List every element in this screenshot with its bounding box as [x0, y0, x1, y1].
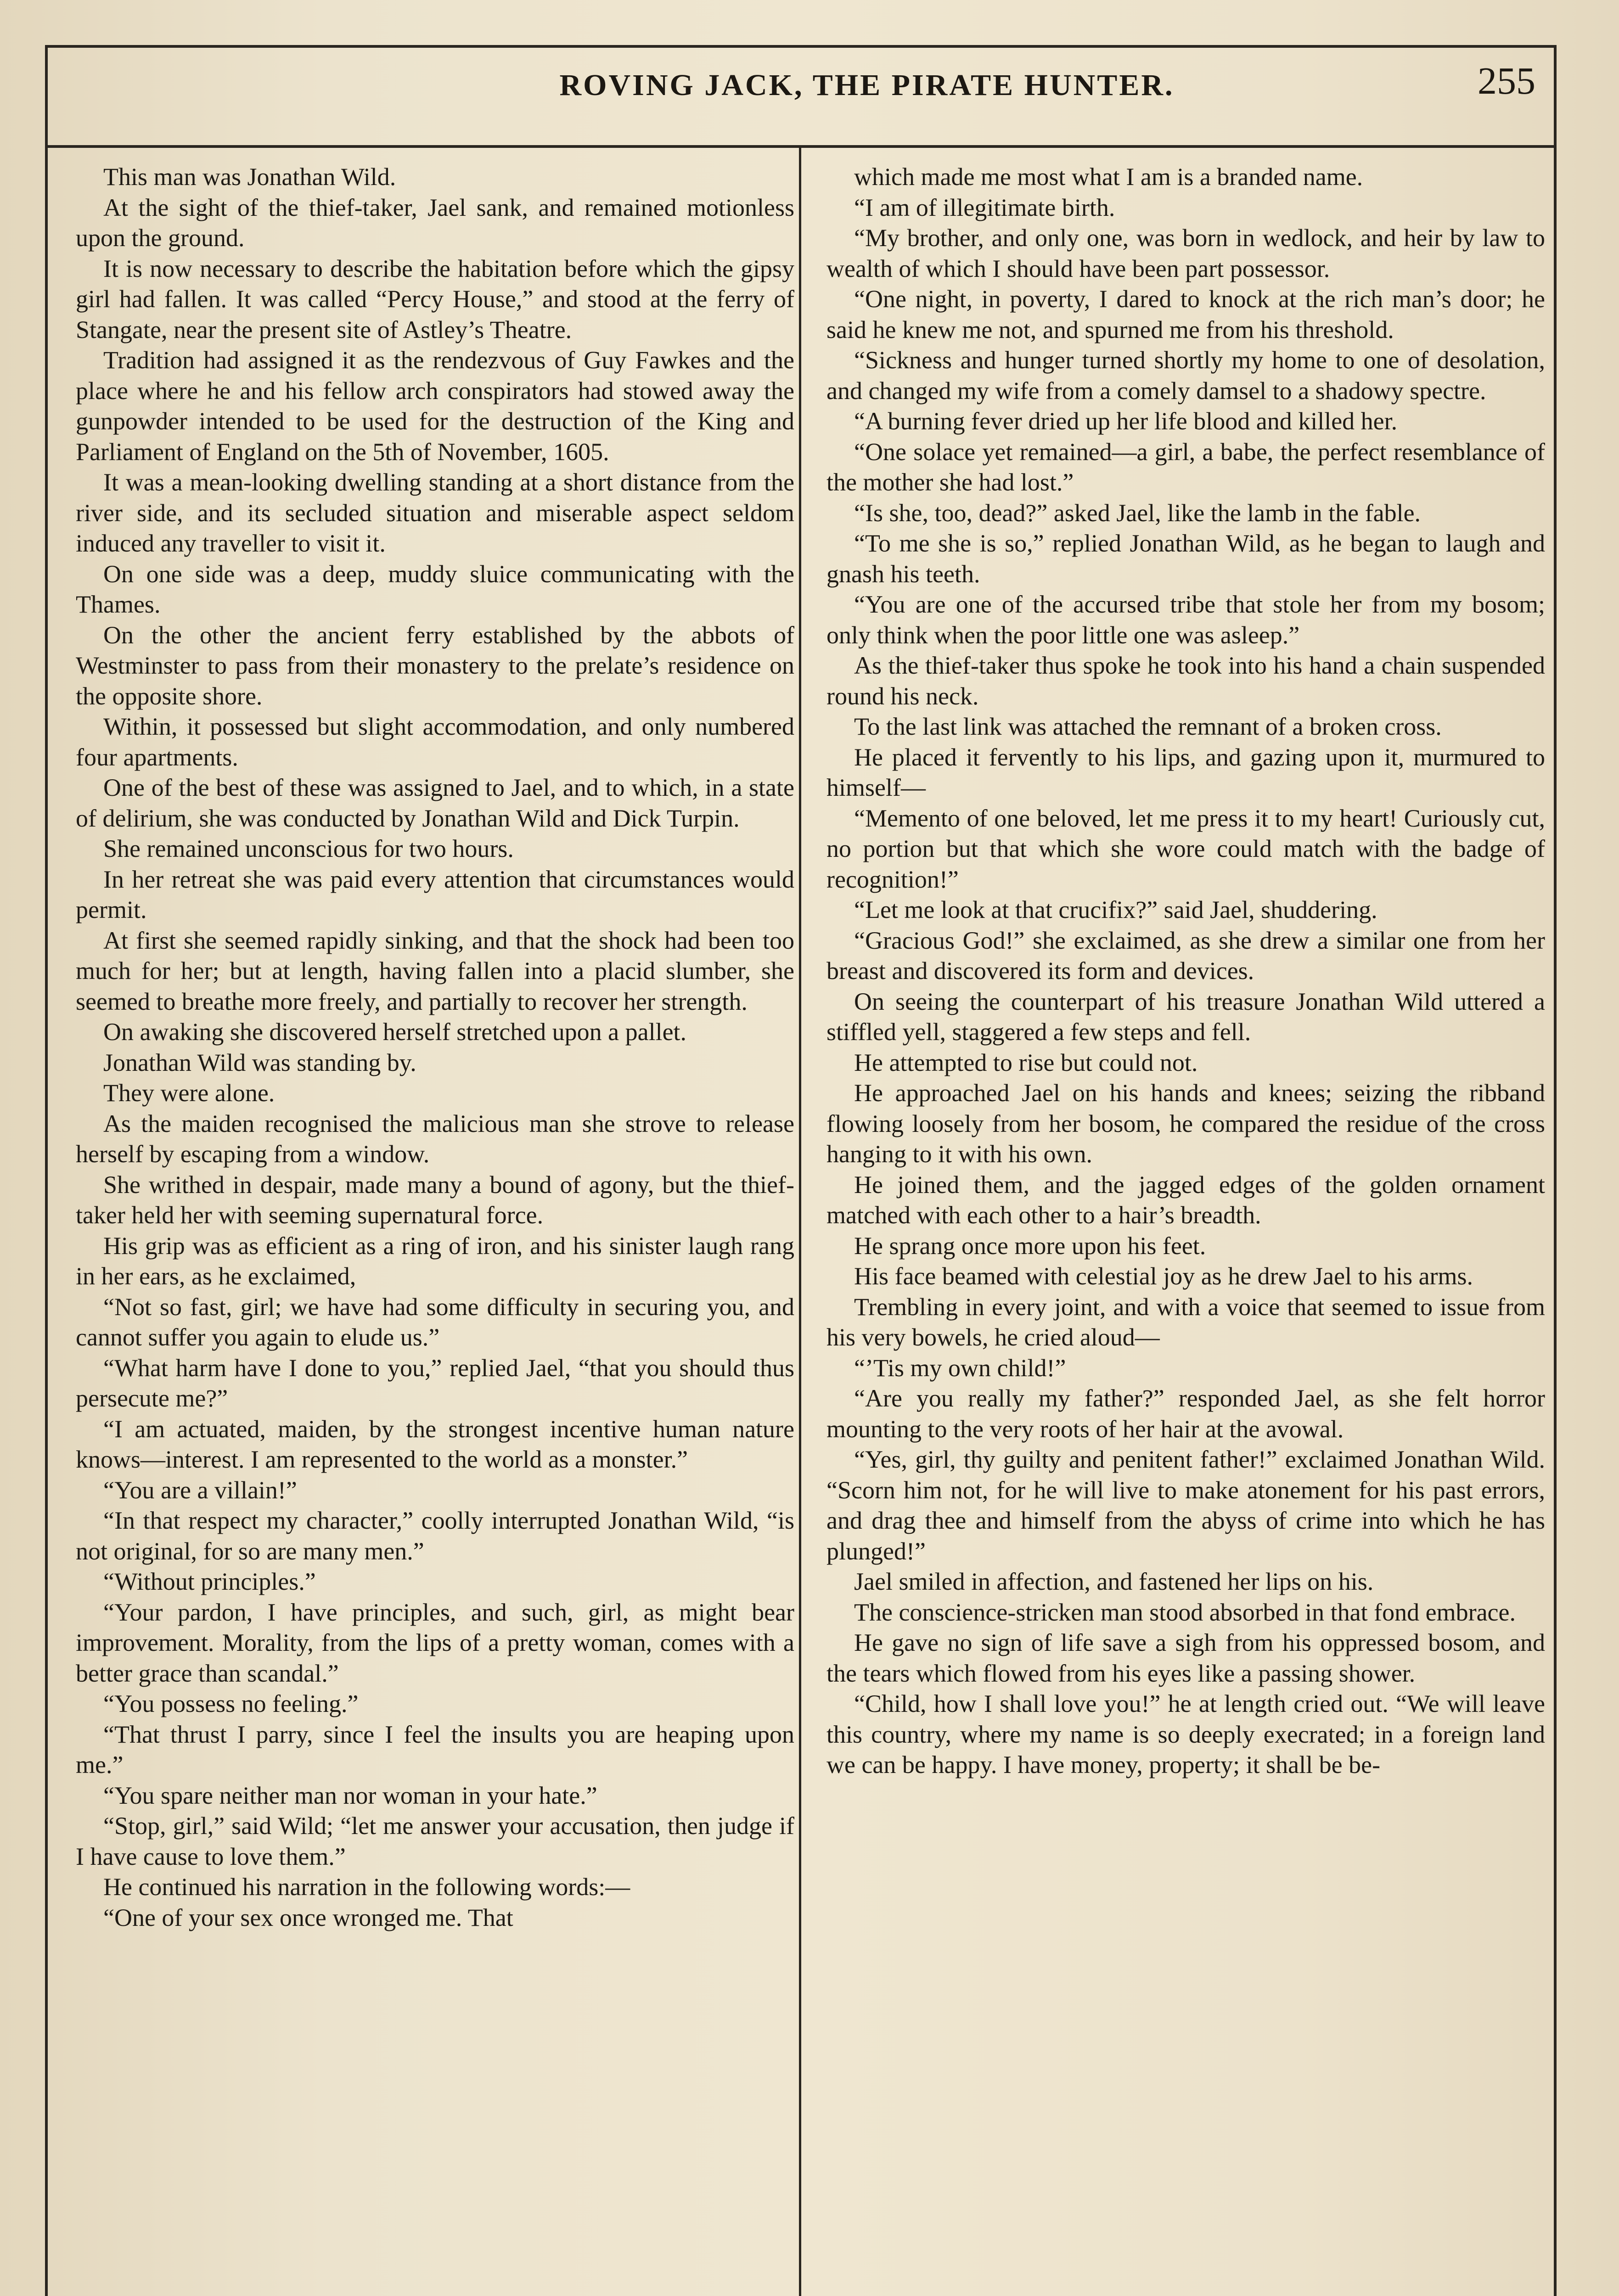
paragraph: Trembling in every joint, and with a voice that seemed to issue from his very bowels, he cried aloud—	[826, 1293, 1545, 1351]
paragraph: He placed it fervently to his lips, and gazing upon it, murmured to himself—	[826, 743, 1545, 801]
paragraph: To the last link was attached the remnant of a broken cross.	[854, 713, 1442, 740]
paragraph: “Is she, too, dead?” asked Jael, like the lamb in the fable.	[854, 499, 1421, 527]
paragraph: This man was Jonathan Wild.	[103, 163, 396, 191]
paragraph: Tradition had assigned it as the rendezvous of Guy Fawkes and the place where he and his fellow arch conspirators had stowed away the gunpowder intended to be used for the destruction of the King and Parliament of England on the 5th of November, 1605.	[76, 346, 794, 466]
paragraph: “Without principles.”	[103, 1568, 316, 1595]
paragraph: He continued his narration in the following words:—	[103, 1873, 630, 1901]
paragraph: He sprang once more upon his feet.	[854, 1232, 1206, 1260]
paragraph: He joined them, and the jagged edges of the golden ornament matched with each other to a hair’s breadth.	[826, 1171, 1545, 1229]
right-column	[826, 162, 1545, 1780]
paragraph: “I am actuated, maiden, by the strongest incentive human nature knows—interest. I am represented to the world as a monster.”	[76, 1415, 794, 1473]
paragraph: Jonathan Wild was standing by.	[103, 1048, 416, 1076]
paragraph: “Stop, girl,” said Wild; “let me answer your accusation, then judge if I have cause to love them.”	[76, 1812, 794, 1870]
paragraph: “One night, in poverty, I dared to knock at the rich man’s door; he said he knew me not, and spurned me from his threshold.	[826, 285, 1545, 343]
paragraph: The conscience-stricken man stood absorbed in that fond embrace.	[854, 1598, 1516, 1626]
paragraph: She writhed in despair, made many a bound of agony, but the thief-taker held her with seeming supernatural force.	[76, 1171, 794, 1229]
paragraph: “You possess no feeling.”	[103, 1690, 359, 1717]
paragraph: He approached Jael on his hands and knees; seizing the ribband flowing loosely from her bosom, he compared the residue of the cross hanging to it with his own.	[826, 1079, 1545, 1168]
paragraph: “To me she is so,” replied Jonathan Wild, as he began to laugh and gnash his teeth.	[826, 529, 1545, 588]
paragraph: “Yes, girl, thy guilty and penitent father!” exclaimed Jonathan Wild. “Scorn him not, for he will live to make atonement for his past errors, and drag thee and himself from the abyss of crime into which he has plunged!”	[826, 1446, 1545, 1565]
paragraph: “I am of illegitimate birth.	[854, 193, 1115, 221]
paragraph: One of the best of these was assigned to Jael, and to which, in a state of delirium, she was conducted by Jonathan Wild and Dick Turpin.	[76, 774, 794, 832]
paragraph: Jael smiled in affection, and fastened her lips on his.	[854, 1568, 1374, 1595]
paragraph: “That thrust I parry, since I feel the insults you are heaping upon me.”	[76, 1720, 794, 1778]
paragraph: He attempted to rise but could not.	[854, 1048, 1198, 1076]
paragraph: “You are one of the accursed tribe that stole her from my bosom; only think when the poor little one was asleep.”	[826, 591, 1545, 649]
paragraph: As the maiden recognised the malicious man she strove to release herself by escaping from a window.	[76, 1109, 794, 1168]
paragraph: “You spare neither man nor woman in your hate.”	[103, 1781, 597, 1809]
paragraph: On awaking she discovered herself stretched upon a pallet.	[103, 1018, 687, 1046]
paragraph: “One solace yet remained—a girl, a babe, the perfect resemblance of the mother she had lost.”	[826, 438, 1545, 496]
paragraph: “Your pardon, I have principles, and such, girl, as might bear improvement. Morality, from the lips of a pretty woman, comes with a better grace than scandal.”	[76, 1598, 794, 1687]
paragraph: “In that respect my character,” coolly interrupted Jonathan Wild, “is not original, for so are many men.”	[76, 1507, 794, 1565]
paragraph: As the thief-taker thus spoke he took into his hand a chain suspended round his neck.	[826, 652, 1545, 710]
paragraph: In her retreat she was paid every attention that circumstances would permit.	[76, 865, 794, 923]
paragraph: “Not so fast, girl; we have had some difficulty in securing you, and cannot suffer you again to elude us.”	[76, 1293, 794, 1351]
paragraph: which made me most what I am is a branded name.	[854, 163, 1363, 191]
paragraph: They were alone.	[103, 1079, 275, 1107]
paragraph: “What harm have I done to you,” replied Jael, “that you should thus persecute me?”	[76, 1354, 794, 1412]
paragraph: At first she seemed rapidly sinking, and that the shock had been too much for her; but at length, having fallen into a placid slumber, she seemed to breathe more freely, and partially to recover her strength.	[76, 926, 794, 1015]
paragraph: It is now necessary to describe the habitation before which the gipsy girl had fallen. It was called “Percy House,” and stood at the ferry of Stangate, near the present site of Astley’s Theatre.	[76, 254, 794, 343]
paragraph: “My brother, and only one, was born in wedlock, and heir by law to wealth of which I should have been part possessor.	[826, 224, 1545, 282]
paragraph: “A burning fever dried up her life blood and killed her.	[854, 407, 1398, 435]
paragraph: “Are you really my father?” responded Jael, as she felt horror mounting to the very roots of her hair at the avowal.	[826, 1384, 1545, 1443]
paragraph: At the sight of the thief-taker, Jael sank, and remained motionless upon the ground.	[76, 193, 794, 252]
paragraph: He gave no sign of life save a sigh from his oppressed bosom, and the tears which flowed from his eyes like a passing shower.	[826, 1629, 1545, 1687]
page-number: 255	[1478, 60, 1535, 102]
paragraph: “You are a villain!”	[103, 1476, 297, 1504]
running-title: ROVING JACK, THE PIRATE HUNTER.	[559, 68, 1175, 102]
paragraph: “One of your sex once wronged me. That	[103, 1903, 513, 1931]
paragraph: She remained unconscious for two hours.	[103, 835, 514, 862]
paragraph: Within, it possessed but slight accommodation, and only numbered four apartments.	[76, 713, 794, 771]
paragraph: On the other the ancient ferry established by the abbots of Westminster to pass from their monastery to the prelate’s residence on the opposite shore.	[76, 621, 794, 710]
paragraph: “’Tis my own child!”	[854, 1354, 1066, 1382]
column-divider	[799, 148, 801, 2296]
paragraph: “Gracious God!” she exclaimed, as she drew a similar one from her breast and discovered its form and devices.	[826, 926, 1545, 985]
paragraph: “Child, how I shall love you!” he at length cried out. “We will leave this country, where my name is so deeply execrated; in a foreign land we can be happy. I have money, property; it shall be be-	[826, 1690, 1545, 1778]
paragraph: His grip was as efficient as a ring of iron, and his sinister laugh rang in her ears, as he exclaimed,	[76, 1232, 794, 1290]
paragraph: On seeing the counterpart of his treasure Jonathan Wild uttered a stiffled yell, staggered a few steps and fell.	[826, 987, 1545, 1046]
page-header	[45, 45, 1557, 148]
paragraph: “Memento of one beloved, let me press it to my heart! Curiously cut, no portion but that which she wore could match with the badge of recognition!”	[826, 804, 1545, 893]
paragraph: “Let me look at that crucifix?” said Jael, shuddering.	[854, 896, 1377, 923]
paragraph: “Sickness and hunger turned shortly my home to one of desolation, and changed my wife from a comely damsel to a shadowy spectre.	[826, 346, 1545, 405]
paragraph: It was a mean-looking dwelling standing at a short distance from the river side, and its secluded situation and miserable aspect seldom induced any traveller to visit it.	[76, 468, 794, 557]
left-column	[76, 162, 794, 1933]
paragraph: On one side was a deep, muddy sluice communicating with the Thames.	[76, 560, 794, 618]
paragraph: His face beamed with celestial joy as he drew Jael to his arms.	[854, 1262, 1473, 1290]
